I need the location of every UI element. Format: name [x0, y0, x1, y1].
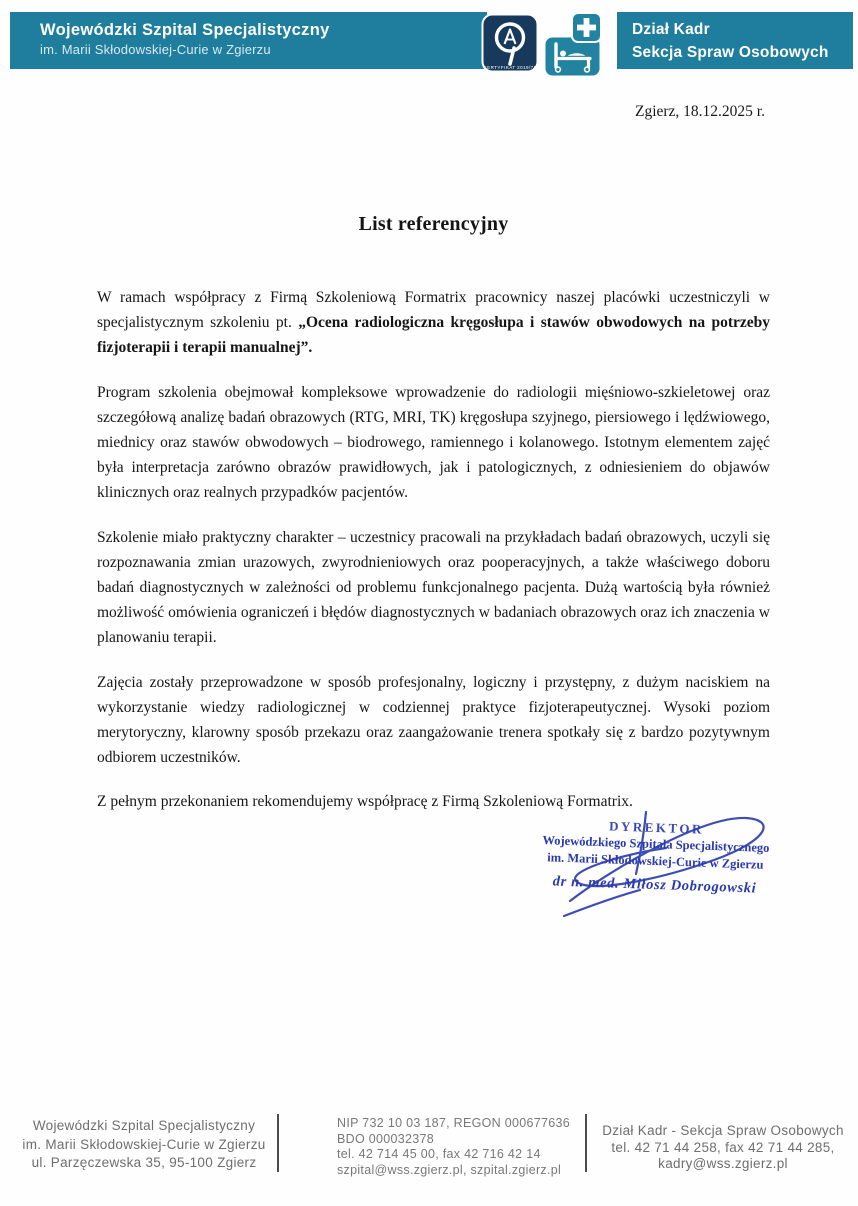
footer-line: NIP 732 10 03 187, REGON 000677636 [337, 1116, 571, 1130]
paragraph-1-intro: W ramach współpracy z Firmą Szkoleniową Formatrix pracownicy naszej placówki uczestniczyli w specjalistycznym szkoleniu pt. [97, 289, 770, 332]
paragraph-1 [97, 285, 770, 361]
footer-line: szpital@wss.zgierz.pl, szpital.zgierz.pl [337, 1162, 562, 1177]
department-line2: Sekcja Spraw Osobowych [632, 43, 829, 61]
quality-certificate-icon [481, 13, 539, 73]
footer-divider [585, 1114, 587, 1172]
footer-line: im. Marii Skłodowskiej-Curie w Zgierzu [22, 1136, 266, 1152]
footer-line: kadry@wss.zgierz.pl [658, 1156, 788, 1171]
footer-line: tel. 42 71 44 258, fax 42 71 44 285, [611, 1139, 835, 1155]
paragraph-5: Z pełnym przekonaniem rekomendujemy współpracę z Firmą Szkoleniową Formatrix. [97, 793, 633, 811]
paragraph-1-training-title: „Ocena radiologiczna kręgosłupa i stawów obwodowych na potrzeby fizjoterapii i terapii manualnej”. [97, 314, 770, 357]
letter-date: Zgierz, 18.12.2025 r. [634, 103, 765, 120]
letter-title: List referencyjny [358, 213, 509, 235]
letter-body [97, 285, 770, 834]
footer-line: Wojewódzki Szpital Specjalistyczny [32, 1118, 256, 1133]
footer-line: Dział Kadr - Sekcja Spraw Osobowych [602, 1123, 844, 1138]
hospital-banner [10, 12, 487, 69]
footer-line: BDO 000032378 [337, 1131, 435, 1146]
footer-line: ul. Parzęczewska 35, 95-100 Zgierz [31, 1155, 257, 1170]
hospital-subtitle: im. Marii Skłodowskiej-Curie w Zgierzu [40, 42, 271, 57]
stamp-institution-line2: im. Marii Skłodowskiej-Curie w Zgierzu [547, 849, 764, 872]
footer-divider [277, 1114, 279, 1172]
certificate-label: CERTYFIKAT 2019/75 [483, 65, 537, 70]
hospital-name: Wojewódzki Szpital Specjalistyczny [40, 21, 330, 39]
director-name: dr n. med. Miłosz Dobrogowski [552, 873, 757, 897]
paragraph-3: Szkolenie miało praktyczny charakter – uczestnicy pracowali na przykładach badań obrazowych, uczyli się rozpoznawania zmian urazowych, zwyrodnieniowych oraz pooperacyjnych, a także właściwego doboru badań diagnostycznych w zależności od problemu funkcjonalnego pacjenta. Dużą wartością była również możliwość omówienia ograniczeń i błędów diagnostycznych w badaniach obrazowych oraz ich znaczenia w planowaniu terapii. [97, 528, 770, 647]
stamp-role: DYREKTOR [608, 818, 705, 837]
footer-hospital-address [18, 1117, 270, 1173]
handwritten-signature-icon [518, 798, 803, 926]
paragraph-4: Zajęcia zostały przeprowadzone w sposób profesjonalny, logiczny i przystępny, z dużym naciskiem na wykorzystanie wiedzy radiologicznej w codziennej praktyce fizjoterapeutycznej. Wysoki poziom merytoryczny, klarowny sposób przekazu oraz zaangażowanie trenera spotkały się z bardzo pozytywnym odbiorem uczestników. [97, 673, 770, 767]
medical-cross-icon [571, 12, 602, 43]
stamp-institution-line1: Wojewódzkiego Szpitala Specjalistycznego [542, 833, 770, 855]
department-line1: Dział Kadr [632, 20, 710, 38]
footer-hr-contact [593, 1123, 853, 1173]
footer-registration-contact [337, 1116, 582, 1178]
paragraph-2: Program szkolenia obejmował kompleksowe wprowadzenie do radiologii mięśniowo-szkieletowej oraz szczegółową analizę badań obrazowych (RTG, MRI, TK) kręgosłupa szyjnego, piersiowego i lędźwiowego, miednicy oraz stawów obwodowych – biodrowego, ramiennego i kolanowego. Istotnym elementem zajęć była interpretacja zarówno obrazów prawidłowych, jak i patologicznych, z odniesieniem do objawów klinicznych oraz realnych przypadków pacjentów. [97, 383, 770, 502]
footer-line: tel. 42 714 45 00, fax 42 716 42 14 [337, 1147, 541, 1161]
department-banner [617, 12, 853, 69]
